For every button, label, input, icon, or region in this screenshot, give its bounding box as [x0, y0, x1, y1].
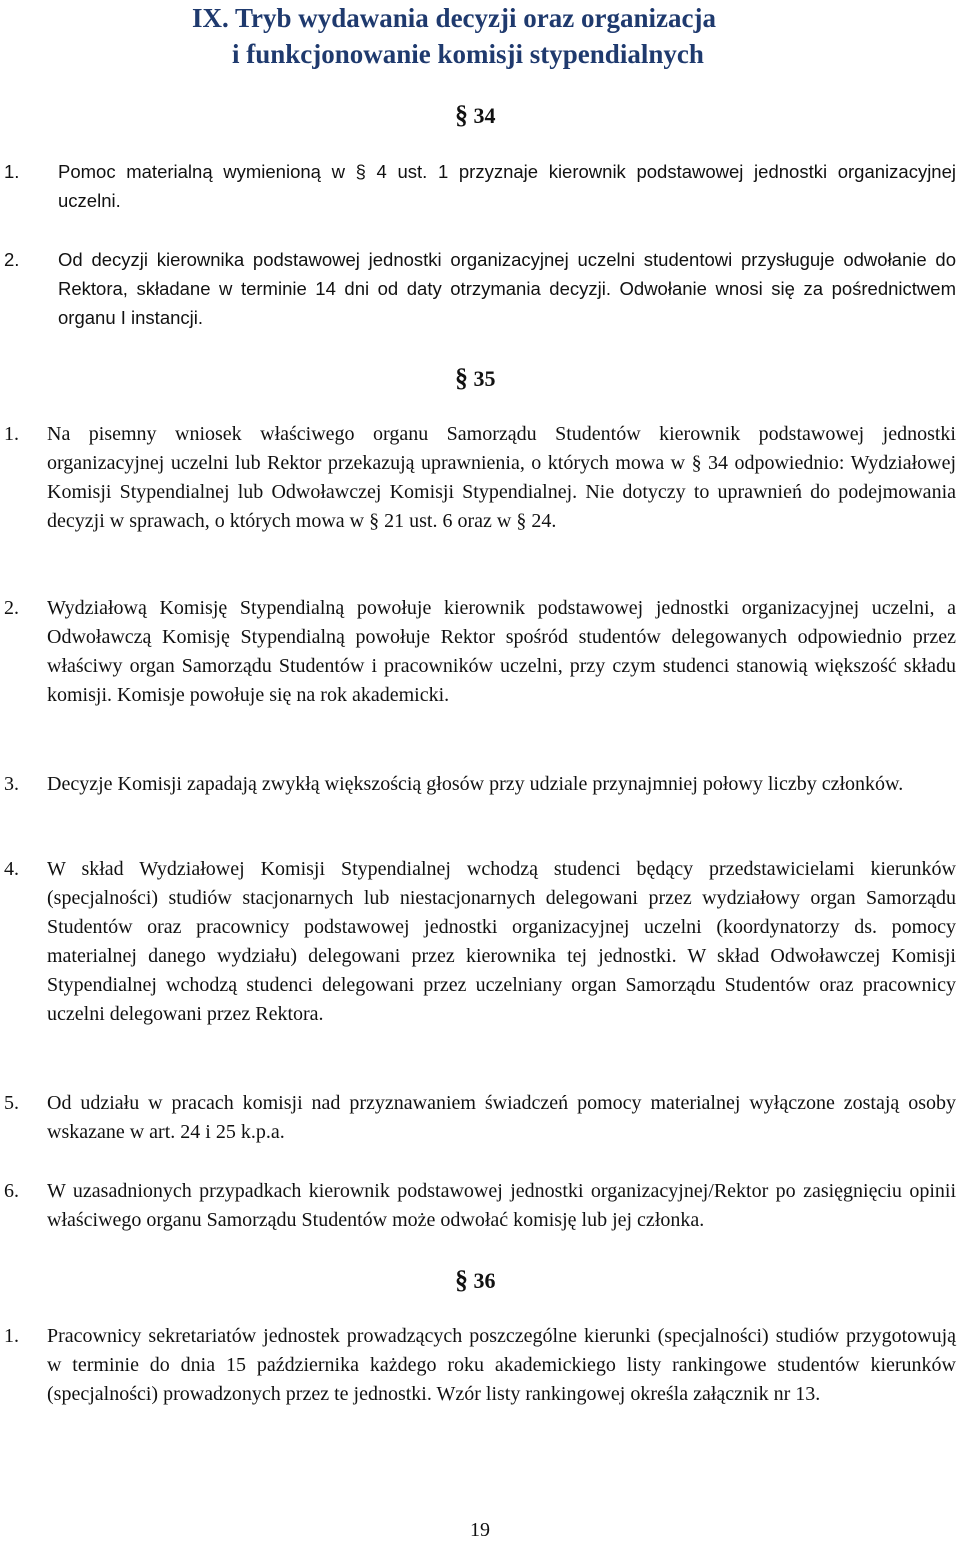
item-text: W skład Wydziałowej Komisji Stypendialnej wchodzą studenci będący przedstawicielami kierunków (specjalności) studiów stacjonarnych lub niestacjonarnych delegowani przez wydziałowy organ Samorządu Studentów oraz pracownicy podstawowej jednostki organizacyjnej uczelni (koordynatorzy ds. pomocy materialnej danego wydziału) delegowani przez kierownika tej jednostki. W skład Odwoławczej Komisji Stypendialnej wchodzą studenci delegowani przez uczelniany organ Samorządu Studentów oraz pracownicy uczelni delegowani przez Rektora. [47, 858, 956, 1025]
item-text: Pracownicy sekretariatów jednostek prowadzących poszczególne kierunki (specjalności) studiów przygotowują w terminie do dnia 15 października każdego roku akademickiego listy rankingowe studentów kierunków (specjalności) prowadzonych przez te jednostki. Wzór listy rankingowej określa załącznik nr 13. [47, 1325, 956, 1405]
item-text: Pomoc materialną wymienioną w § 4 ust. 1 przyznaje kierownik podstawowej jednostki organizacyjnej uczelni. [58, 161, 956, 211]
item-number: 5. [4, 1092, 19, 1114]
item-text: Od decyzji kierownika podstawowej jednostki organizacyjnej uczelni studentowi przysługuje odwołanie do Rektora, składane w terminie 14 dni od daty otrzymania decyzji. Odwołanie wnosi się za pośrednictwem organu I instancji. [58, 249, 956, 328]
item-number: 1. [4, 161, 20, 182]
item-text: Wydziałową Komisję Stypendialną powołuje kierownik podstawowej jednostki organizacyjnej uczelni, a Odwoławczą Komisję Stypendialną powołuje Rektor spośród studentów delegowanych odpowiednio przez właściwy organ Samorządu Studentów i pracowników uczelni, przy czym studenci stanowią większość składu komisji. Komisje powołuje się na rok akademicki. [47, 597, 956, 706]
section-number: 34 [473, 103, 496, 128]
item-number: 1. [4, 423, 19, 445]
page-number: 19 [470, 1519, 490, 1541]
item-text: Od udziału w pracach komisji nad przyznawaniem świadczeń pomocy materialnej wyłączone zostają osoby wskazane w art. 24 i 25 k.p.a. [47, 1092, 956, 1143]
section-mark: § [455, 100, 468, 129]
item-number: 1. [4, 1325, 19, 1347]
chapter-title [192, 0, 832, 72]
item-number: 6. [4, 1180, 19, 1202]
section-mark: § [455, 1265, 468, 1294]
item-text: Na pisemny wniosek właściwego organu Samorządu Studentów kierownik podstawowej jednostki organizacyjnej uczelni lub Rektor przekazują uprawnienia, o których mowa w § 34 odpowiednio: Wydziałowej Komisji Stypendialnej lub Odwoławczej Komisji Stypendialnej. Nie dotyczy to uprawnień do podejmowania decyzji w sprawach, o których mowa w § 21 ust. 6 oraz w § 24. [47, 423, 956, 532]
item-number: 2. [4, 249, 20, 270]
item-text: W uzasadnionych przypadkach kierownik podstawowej jednostki organizacyjnej/Rektor po zasięgnięciu opinii właściwego organu Samorządu Studentów może odwołać komisję lub jej członka. [47, 1180, 956, 1231]
chapter-title-line1: IX. Tryb wydawania decyzji oraz organizacja [192, 3, 716, 33]
section-number: 35 [473, 366, 496, 391]
item-number: 4. [4, 858, 19, 880]
section-heading-35 [455, 363, 496, 393]
section-number: 36 [473, 1268, 496, 1293]
item-number: 2. [4, 597, 19, 619]
section-heading-34 [455, 100, 496, 130]
item-number: 3. [4, 773, 19, 795]
section-heading-36 [455, 1265, 496, 1295]
section-mark: § [455, 363, 468, 392]
item-text: Decyzje Komisji zapadają zwykłą większością głosów przy udziale przynajmniej połowy liczby członków. [47, 773, 904, 795]
chapter-title-line2: i funkcjonowanie komisji stypendialnych [232, 39, 704, 69]
